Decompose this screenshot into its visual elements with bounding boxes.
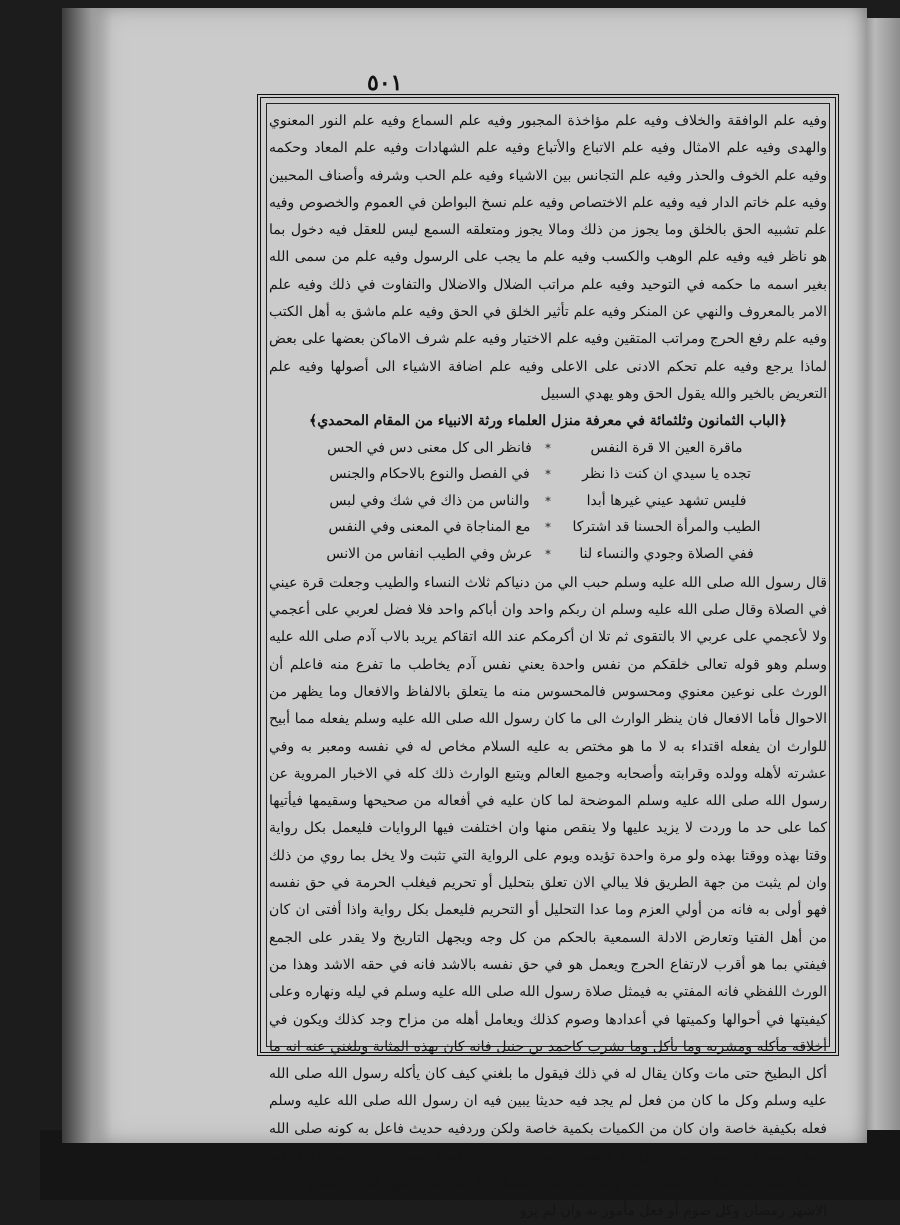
hemistich-right: فليس تشهد عيني غيرها أبدا xyxy=(586,492,747,509)
paragraph-1-text: وفيه علم الوافقة والخلاف وفيه علم مؤاخذة المجبور وفيه علم السماع وفيه علم النور المعنوي والهدى وفيه علم الامثال وفيه علم الاتباع والأتباع وفيه علم الشهادات وفيه علم المعاد وحكمه وفيه علم الخوف والحذر وفيه علم التجانس بين الاشياء وفيه علم الحب وشرفه وأصناف المحبين وفيه علم خاتم الدار فيه وفيه علم الاختصاص وفيه علم نسخ البواطن في العموم والخصوص وفيه علم تشبيه الحق بالخلق وما يجوز من ذلك ومالا يجوز ومتعلقه السمع ليس للعقل فيه دخول بما هو ناظر فيه وفيه علم الوهب والكسب وفيه علم ما يجب على الرسول وفيه علم من سمى الله بغير اسمه ما حكمه في التوحيد وفيه علم مراتب الضلال والاضلال والتفاوت في ذلك وفيه علم الامر بالمعروف والنهي عن المنكر وفيه علم تأثير الخلق في الحق وفيه علم ماشق به أهل الكتب وفيه علم رفع الحرج ومراتب المتقين وفيه علم الاختيار وفيه علم شرف الاماكن بعضها على بعض لماذا يرجع وفيه علم تحكم الادنى على الاعلى وفيه علم اضافة الاشياء الى أصولها وفيه علم التعريض بالخير والله يقول الحق وهو يهدي السبيل xyxy=(269,113,827,402)
page-number: ٥٠١ xyxy=(367,70,403,96)
poem xyxy=(269,435,827,568)
poem-verse xyxy=(269,515,827,542)
verse-separator-star: * xyxy=(545,547,551,561)
page-gutter xyxy=(62,8,112,1143)
hemistich-left: في الفصل والنوع بالاحكام والجنس xyxy=(329,466,530,483)
hemistich-left: والناس من ذاك في شك وفي لبس xyxy=(329,492,530,509)
hemistich-right: تجده يا سيدي ان كنت ذا نظر xyxy=(582,466,751,483)
hemistich-right: الطيب والمرأة الحسنا قد اشتركا xyxy=(572,519,761,536)
paragraph-2-text: قال رسول الله صلى الله عليه وسلم حبب الي من دنياكم ثلاث النساء والطيب وجعلت قرة عيني في الصلاة وقال صلى الله عليه وسلم ان ربكم واحد وان أباكم واحد فلا فضل لعربي على أعجمي ولا لأعجمي على عربي الا بالتقوى ثم تلا ان أكرمكم عند الله اتقاكم يريد بالاب آدم صلى الله عليه وسلم وهو قوله تعالى خلقكم من نفس واحدة يعني نفس آدم يخاطب ما تفرع منه فاعلم أن الورث على نوعين معنوي ومحسوس فالمحسوس منه ما يتعلق بالالفاظ والافعال وما يظهر من الاحوال فأما الافعال فان ينظر الوارث الى ما كان رسول الله صلى الله عليه وسلم يفعله مما أبيح للوارث ان يفعله اقتداء به لا ما هو مختص به عليه السلام مخاص له في نفسه ومعبر به وفي عشرته لأهله وولده وقرابته وأصحابه وجميع العالم ويتبع الوارث ذلك كله في الاخبار المروية عن رسول الله صلى الله عليه وسلم الموضحة لما كان عليه في أفعاله من صحيحها وسقيمها فيأتيها كما على حد ما وردت لا يزيد عليها ولا ينقص منها وان اختلفت فيها الروايات فليعمل بكل رواية وقتا بهذه ووقتا بهذه ولو مرة واحدة تؤيده ويوم على الرواية التي تثبت ولا يخل بما روي من ذلك وان لم يثبت من جهة الطريق فلا يبالي الان تعلق بتحليل أو تحريم فيغلب الحرمة في حق نفسه فهو أولى به فانه من أولي العزم وما عدا التحليل أو التحريم فليعمل بكل رواية واذا أفتى ان كان من أهل الفتيا وتعارض الادلة السمعية بالحكم من كل وجه ويجهل التاريخ ولا يقدر على الجمع فيفتي بما هو أقرب لارتفاع الحرج ويعمل هو في حق نفسه بالاشد فانه في حقه الاشد وهذا من الورث اللفظي فانه المفتي به فيمثل صلاة رسول الله صلى الله عليه وسلم في ليله ونهاره وعلى كيفيتها في أحوالها وكميتها في أعدادها وصوم كذلك ويعامل أهله من مزاح وجد كذلك ويكون في أخلاقه مأكله ومشربه وما يأكل وما يشرب كاحمد بن حنبل فانه كان بهذه المثابة وبلغني عنه انه ما أكل البطيخ حتى مات وكان يقال له في ذلك فيقول ما بلغني كيف كان يأكله رسول الله صلى الله عليه وسلم وكل ما كان من فعل لم يجد فيه حديثا يبين فيه ان رسول الله صلى الله عليه وسلم فعله بكيفية خاصة وان كان من الكميات بكمية خاصة ولكن وردفيه حديث فاعل به كونه صلى الله عليه وسلم كان يصوم حتى نقول انه لا يفطر ويفطر حتى نقول انه لا يصوم ولم يوقت الراوي فيه توقيتا فصم أنت كذلك وأفطر كذلك وأكثر من صوم شعبان ولا تتم صوم شهر قط برجيمين لوجوه الاشهر رمضان وكل صوم أو فعل مأمور به وان لم يرو xyxy=(269,574,827,1219)
hemistich-left: عرش وفي الطيب انفاس من الانس xyxy=(326,545,533,562)
verse-separator-star: * xyxy=(545,521,551,535)
hemistich-right: ماقرة العين الا قرة النفس xyxy=(590,439,743,456)
paragraph-1 xyxy=(269,108,827,408)
verse-separator-star: * xyxy=(545,441,551,455)
poem-verse xyxy=(269,435,827,462)
chapter-heading: ﴿الباب الثمانون وثلثمائة في معرفة منزل العلماء ورثة الانبياء من المقام المحمدي﴾ xyxy=(308,413,788,430)
paragraph-2 xyxy=(269,570,827,1225)
poem-verse xyxy=(269,488,827,515)
verse-separator-star: * xyxy=(545,468,551,482)
hemistich-left: مع المناجاة في المعنى وفي النفس xyxy=(328,519,531,536)
verse-separator-star: * xyxy=(545,494,551,508)
poem-verse xyxy=(269,462,827,489)
text-frame xyxy=(257,94,839,1219)
hemistich-right: ففي الصلاة وجودي والنساء لنا xyxy=(579,545,754,562)
text-block xyxy=(269,108,827,1225)
hemistich-left: فانظر الى كل معنى دس في الحس xyxy=(327,439,532,456)
poem-verse xyxy=(269,541,827,568)
book-page xyxy=(62,8,867,1219)
